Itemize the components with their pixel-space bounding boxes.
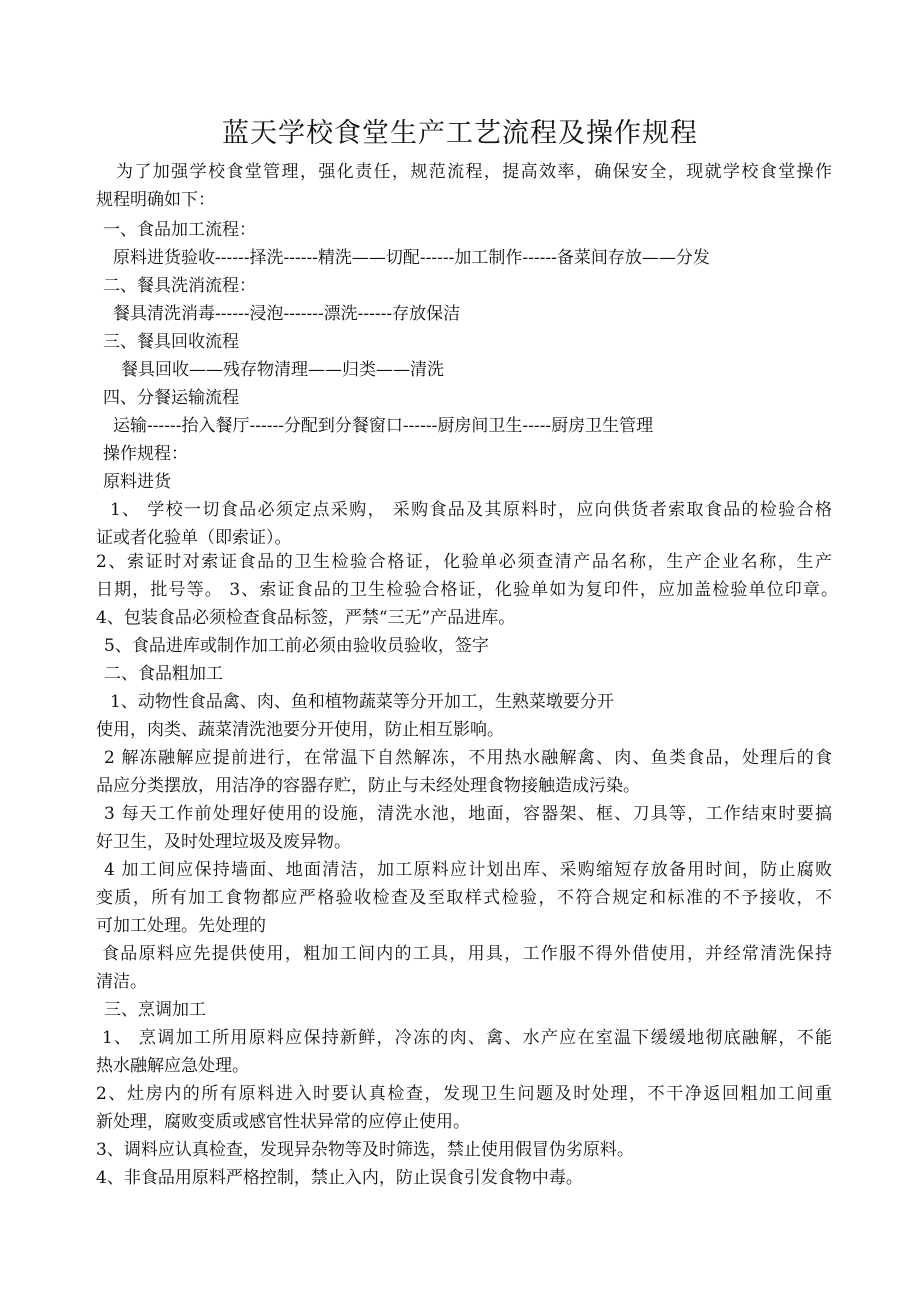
rough-2-line-2: 品应分类摆放，用洁净的容器存贮，防止与未经处理食物接触造成污染。 <box>96 776 640 796</box>
rough-1-line-1: 1、动物性食品禽、肉、鱼和植物蔬菜等分开加工，生熟菜墩要分开 <box>110 692 614 712</box>
rule-4: 4、包装食品必须检查食品标签，严禁“三无”产品进库。 <box>96 608 516 628</box>
rule-1-line-2: 证或者化验单（即索证）。 <box>96 528 292 548</box>
cooking-heading: 三、烹调加工 <box>104 1000 206 1020</box>
section-1-heading: 一、食品加工流程： <box>103 220 256 240</box>
rough-5-line-2: 清洁。 <box>96 972 147 992</box>
section-1-body: 原料进货验收------择洗------精洗——切配------加工制作------备菜间存放——分发 <box>113 248 710 268</box>
rough-3-line-2: 好卫生，及时处理垃圾及废异物。 <box>96 832 351 852</box>
cooking-3: 3、调料应认真检查，发现异杂物等及时筛选，禁止使用假冒伪劣原料。 <box>96 1140 634 1160</box>
cooking-4: 4、非食品用原料严格控制，禁止入内，防止误食引发食物中毒。 <box>96 1168 583 1188</box>
rough-4-line-2: 变质，所有加工食物都应严格验收检查及至取样式检验，不符合规定和标准的不予接收，不 <box>96 888 832 908</box>
rule-5: 5、食品进库或制作加工前必须由验收员验收，签字 <box>104 636 489 656</box>
cooking-1-line-2: 热水融解应急处理。 <box>96 1056 249 1076</box>
rough-5-line-1: 食品原料应先提供使用，粗加工间内的工具，用具，工作服不得外借使用，并经常清洗保持 <box>102 944 832 964</box>
cooking-2-line-1: 2、灶房内的所有原料进入时要认真检查，发现卫生问题及时处理，不干净返回粗加工间重 <box>96 1084 832 1104</box>
rough-4-line-1: 4 加工间应保持墙面、地面清洁，加工原料应计划出库、采购缩短存放备用时间，防止腐败 <box>104 860 832 880</box>
section-4-body: 运输------抬入餐厅------分配到分餐窗口------厨房间卫生-----厨房卫生管理 <box>113 416 654 436</box>
rough-3-line-1: 3 每天工作前处理好使用的设施，清洗水池，地面，容器架、框、刀具等，工作结束时要搞 <box>104 804 832 824</box>
intro-line-1: 为了加强学校食堂管理，强化责任，规范流程，提高效率，确保安全，现就学校食堂操作 <box>116 162 832 182</box>
ops-heading: 操作规程： <box>103 444 188 464</box>
rule-1-line-1: 1、 学校一切食品必须定点采购， 采购食品及其原料时，应向供货者索取食品的检验合格 <box>110 500 832 520</box>
rule-2-line-2: 日期，批号等。 3、索证食品的卫生检验合格证，化验单如为复印件，应加盖检验单位印章。 <box>96 580 838 600</box>
document-title: 蓝天学校食堂生产工艺流程及操作规程 <box>222 118 698 149</box>
intro-line-2: 规程明确如下： <box>96 190 215 210</box>
rough-4-line-3: 可加工处理。先处理的 <box>96 916 266 936</box>
section-2-body: 餐具清洗消毒------浸泡-------漂洗------存放保洁 <box>113 304 461 324</box>
rough-1-line-2: 使用，肉类、蔬菜清洗池要分开使用，防止相互影响。 <box>96 720 504 740</box>
raw-material-heading: 原料进货 <box>103 472 171 492</box>
section-3-heading: 三、餐具回收流程 <box>103 332 239 352</box>
rough-processing-heading: 二、食品粗加工 <box>104 664 223 684</box>
cooking-2-line-2: 新处理，腐败变质或感官性状异常的应停止使用。 <box>96 1112 470 1132</box>
rough-2-line-1: 2 解冻融解应提前进行，在常温下自然解冻，不用热水融解禽、肉、鱼类食品，处理后的食 <box>104 748 832 768</box>
section-4-heading: 四、分餐运输流程 <box>103 388 239 408</box>
section-3-body: 餐具回收——残存物清理——归类——清洗 <box>121 360 444 380</box>
cooking-1-line-1: 1、 烹调加工所用原料应保持新鲜，冷冻的肉、禽、水产应在室温下缓缓地彻底融解，不能 <box>102 1028 832 1048</box>
rule-2-line-1: 2、索证时对索证食品的卫生检验合格证，化验单必须查清产品名称，生产企业名称，生产 <box>96 552 832 572</box>
section-2-heading: 二、餐具洗消流程： <box>103 276 256 296</box>
